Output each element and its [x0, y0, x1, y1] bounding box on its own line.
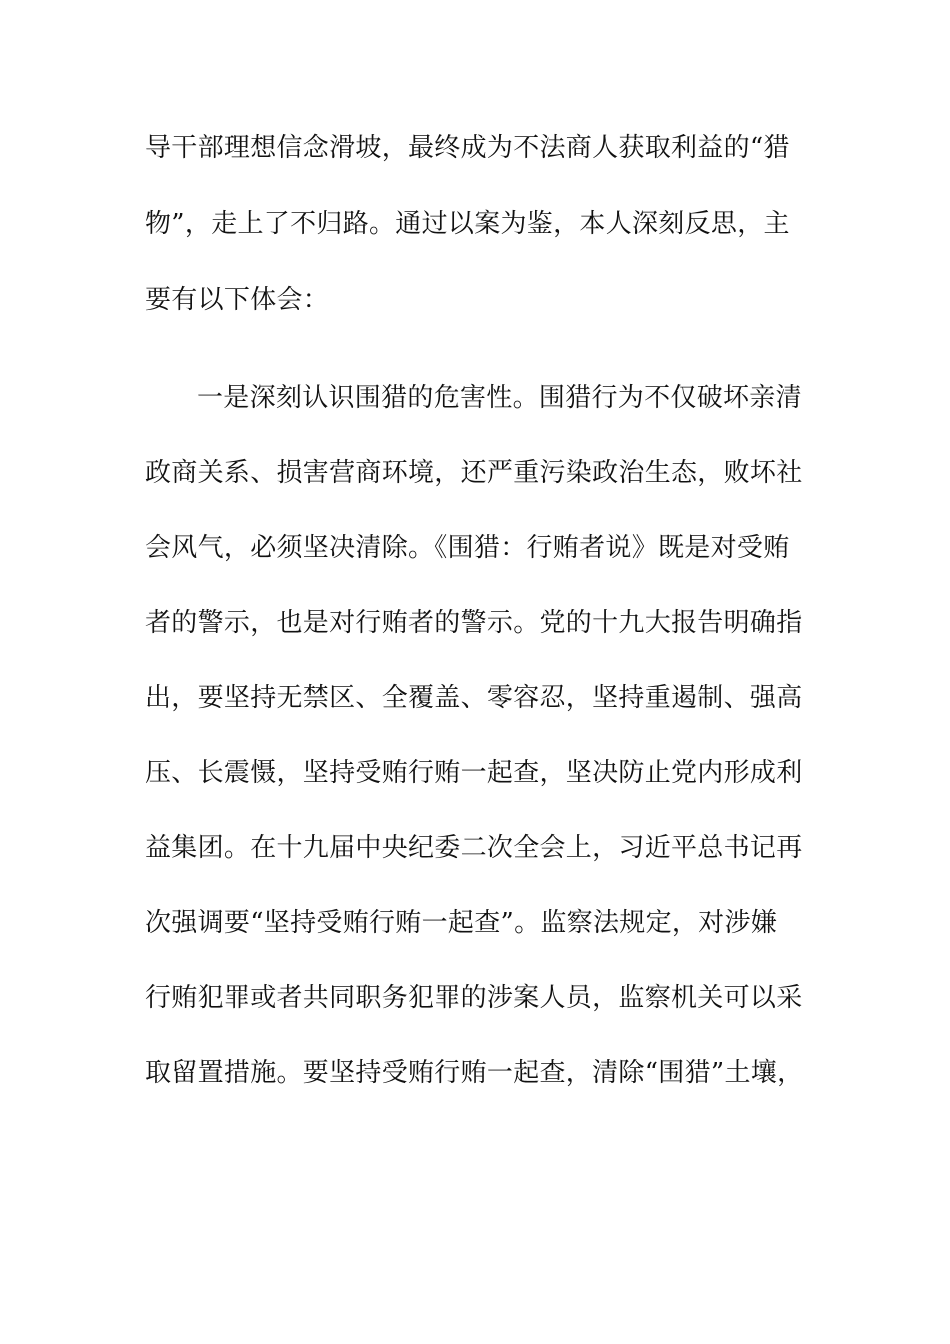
text-line: 行贿犯罪或者共同职务犯罪的涉案人员，监察机关可以采 [145, 983, 803, 1013]
paragraph-first-line: 一是深刻认识围猎的危害性。围猎行为不仅破坏亲清 [197, 383, 802, 413]
text-line: 会风气，必须坚决清除。《围猎：行贿者说》既是对受贿 [145, 533, 790, 563]
text-line: 导干部理想信念滑坡，最终成为不法商人获取利益的“猎 [145, 133, 790, 163]
text-line: 要有以下体会： [145, 285, 330, 315]
text-line: 次强调要“坚持受贿行贿一起查”。监察法规定，对涉嫌 [145, 908, 778, 938]
text-line: 取留置措施。要坚持受贿行贿一起查，清除“围猎”土壤， [145, 1058, 804, 1088]
text-line: 出，要坚持无禁区、全覆盖、零容忍，坚持重遏制、强高 [145, 683, 803, 713]
text-line: 政商关系、损害营商环境，还严重污染政治生态，败坏社 [145, 458, 803, 488]
text-line: 益集团。在十九届中央纪委二次全会上，习近平总书记再 [145, 833, 803, 863]
text-line: 者的警示，也是对行贿者的警示。党的十九大报告明确指 [145, 608, 803, 638]
text-line: 压、长震慑，坚持受贿行贿一起查，坚决防止党内形成利 [145, 758, 803, 788]
text-line: 物”，走上了不归路。通过以案为鉴，本人深刻反思，主 [145, 209, 790, 239]
